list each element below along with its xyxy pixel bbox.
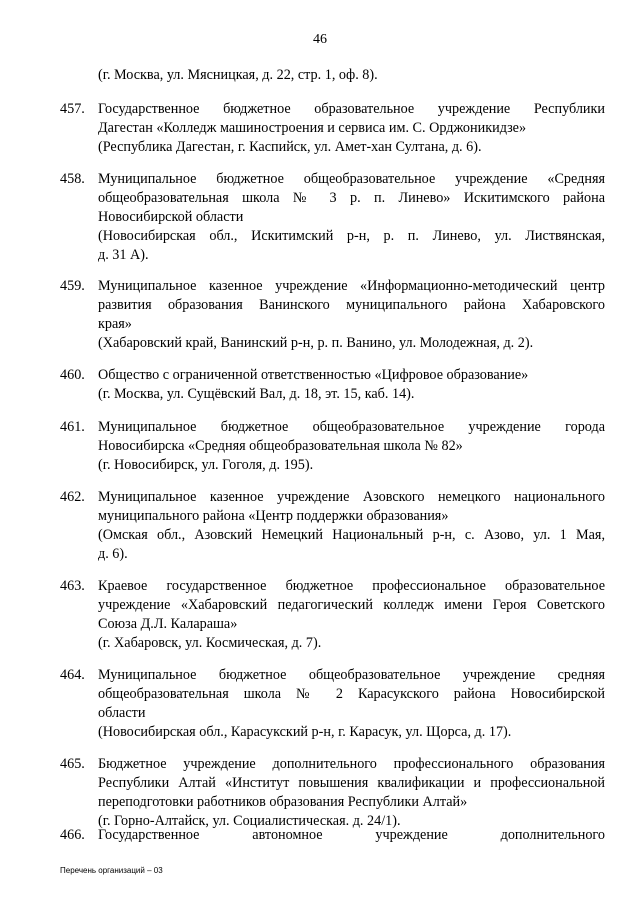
page-number: 46 xyxy=(313,32,327,47)
entry-line: развития образования Ванинского муниципального района Хабаровского xyxy=(98,297,605,313)
entry-number: 465. xyxy=(60,756,85,772)
entry-number: 461. xyxy=(60,419,85,435)
entry-line: Новосибирской области xyxy=(98,209,244,225)
entry-address: (Республика Дагестан, г. Каспийск, ул. Амет-хан Султана, д. 6). xyxy=(98,139,482,155)
entry-line: Бюджетное учреждение дополнительного профессионального образования xyxy=(98,756,605,772)
entry-address: (Новосибирская обл., Карасукский р-н, г. Карасук, ул. Щорса, д. 17). xyxy=(98,724,512,740)
entry-line: Муниципальное казенное учреждение Азовского немецкого национального xyxy=(98,489,605,505)
entry-number: 462. xyxy=(60,489,85,505)
entry-number: 463. xyxy=(60,578,85,594)
entry-line: общеобразовательная школа № 3 р. п. Линево» Искитимского района xyxy=(98,190,605,206)
entry-line: Дагестан «Колледж машиностроения и сервиса им. С. Орджоникидзе» xyxy=(98,120,527,136)
entry-number: 459. xyxy=(60,278,85,294)
entry-line: Государственное бюджетное образовательное учреждение Республики xyxy=(98,101,605,117)
entry-address: (г. Москва, ул. Сущёвский Вал, д. 18, эт. 15, каб. 14). xyxy=(98,386,415,402)
entry-line: Государственное автономное учреждение дополнительного xyxy=(98,827,605,843)
entry-line: Муниципальное казенное учреждение «Информационно-методический центр xyxy=(98,278,605,294)
entry-number: 464. xyxy=(60,667,85,683)
entry-number: 458. xyxy=(60,171,85,187)
entry-line: Союза Д.Л. Калараша» xyxy=(98,616,238,632)
entry-line: Новосибирска «Средняя общеобразовательная школа № 82» xyxy=(98,438,463,454)
entry-number: 457. xyxy=(60,101,85,117)
entry-line: Республики Алтай «Институт повышения квалификации и профессиональной xyxy=(98,775,605,791)
entry-line: общеобразовательная школа № 2 Карасукского района Новосибирской xyxy=(98,686,605,702)
entry-address: (Омская обл., Азовский Немецкий Национальный р-н, с. Азово, ул. 1 Мая, xyxy=(98,527,605,543)
entry-address: (г. Хабаровск, ул. Космическая, д. 7). xyxy=(98,635,322,651)
entry-line: области xyxy=(98,705,146,721)
entry-line: Общество с ограниченной ответственностью «Цифровое образование» xyxy=(98,367,529,383)
entry-line: Муниципальное бюджетное общеобразовательное учреждение «Средняя xyxy=(98,171,605,187)
footer-label: Перечень организаций – 03 xyxy=(60,866,163,875)
continuation-line: (г. Москва, ул. Мясницкая, д. 22, стр. 1, оф. 8). xyxy=(98,67,378,83)
entry-address: д. 6). xyxy=(98,546,128,562)
entry-address: (Новосибирская обл., Искитимский р-н, р. п. Линево, ул. Листвянская, xyxy=(98,228,605,244)
entry-number: 460. xyxy=(60,367,85,383)
entry-address: (г. Горно-Алтайск, ул. Социалистическая. д. 24/1). xyxy=(98,813,401,829)
entry-line: муниципального района «Центр поддержки образования» xyxy=(98,508,449,524)
entry-address: (Хабаровский край, Ванинский р-н, р. п. Ванино, ул. Молодежная, д. 2). xyxy=(98,335,534,351)
entry-line: края» xyxy=(98,316,132,332)
entry-address: д. 31 А). xyxy=(98,247,149,263)
entry-line: Муниципальное бюджетное общеобразовательное учреждение города xyxy=(98,419,605,435)
entry-line: Муниципальное бюджетное общеобразовательное учреждение средняя xyxy=(98,667,605,683)
entry-line: переподготовки работников образования Республики Алтай» xyxy=(98,794,468,810)
entry-line: учреждение «Хабаровский педагогический колледж имени Героя Советского xyxy=(98,597,605,613)
entry-number: 466. xyxy=(60,827,85,843)
entry-address: (г. Новосибирск, ул. Гоголя, д. 195). xyxy=(98,457,314,473)
entry-line: Краевое государственное бюджетное профессиональное образовательное xyxy=(98,578,605,594)
